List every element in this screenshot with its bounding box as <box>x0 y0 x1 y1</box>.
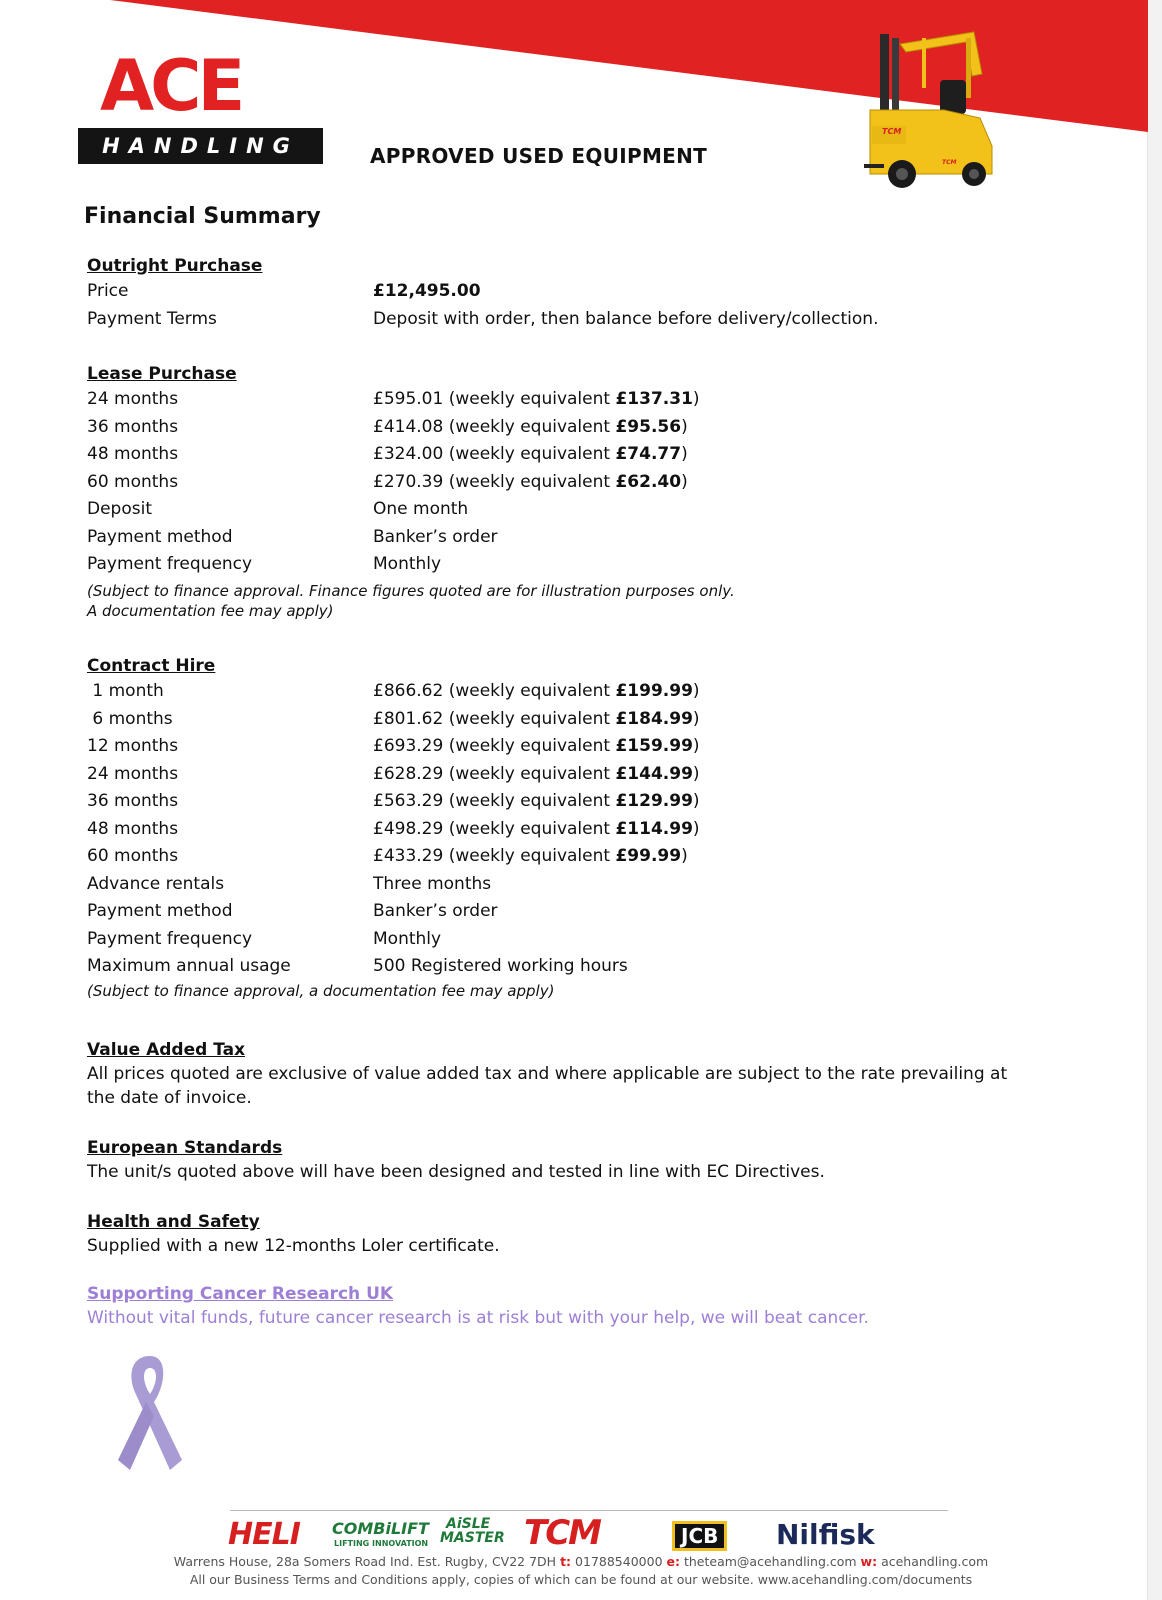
contract-term-row <box>87 678 700 706</box>
contract-term-row <box>87 816 700 844</box>
contract-term-row <box>87 733 700 761</box>
footer-divider <box>230 1510 948 1511</box>
lease-note-line-2: A documentation fee may apply) <box>87 601 334 620</box>
charity-link[interactable]: Supporting Cancer Research UK <box>87 1284 394 1304</box>
contract-detail-value: Banker’s order <box>373 901 498 921</box>
contract-term-row <box>87 843 688 871</box>
aisle-logo: AiSLE <box>446 1516 491 1532</box>
lease-term-row <box>87 414 735 442</box>
heli-logo: HELI <box>228 1517 300 1552</box>
master-logo: MASTER <box>440 1530 505 1546</box>
outright-heading: Outright Purchase <box>87 256 263 276</box>
contract-term-value: £563.29 (weekly equivalent £129.99) <box>373 791 700 811</box>
lease-detail-label: Deposit <box>87 499 152 519</box>
email-address[interactable]: theteam@acehandling.com <box>683 1554 857 1569</box>
lease-term-value: £270.39 (weekly equivalent £62.40) <box>373 471 688 492</box>
footer-contact-line <box>0 1554 1162 1570</box>
lease-note-line-1: (Subject to finance approval. Finance figures quoted are for illustration purposes only. <box>87 581 735 600</box>
lease-term-row <box>87 441 735 469</box>
contract-detail-label: Payment method <box>87 901 233 921</box>
payment-terms-label: Payment Terms <box>87 308 217 329</box>
contract-detail-value: Monthly <box>373 928 442 949</box>
web-label: w: <box>860 1554 878 1569</box>
standards-section <box>87 1136 1027 1184</box>
phone-number[interactable]: 01788540000 <box>575 1554 663 1569</box>
contract-term-label: 12 months <box>87 736 179 756</box>
logo-ace-text: ACE <box>100 45 242 127</box>
contract-detail-row <box>87 871 554 899</box>
lease-detail-row <box>87 496 735 524</box>
health-section <box>87 1210 1027 1258</box>
lease-note <box>87 581 735 621</box>
nilfisk-logo: Nilfisk <box>776 1518 875 1551</box>
company-address: Warrens House, 28a Somers Road Ind. Est. Rugby, CV22 7DH <box>173 1554 557 1569</box>
lease-detail-row <box>87 524 735 552</box>
contract-detail-label: Payment frequency <box>87 928 253 949</box>
jcb-logo: JCB <box>672 1521 727 1551</box>
logo-handling-text: HANDLING <box>78 128 323 164</box>
forklift-brand-label: TCM <box>882 127 902 136</box>
contract-term-value: £693.29 (weekly equivalent £159.99) <box>373 736 700 756</box>
price-row <box>87 278 481 306</box>
tcm-logo: TCM <box>524 1513 600 1553</box>
lease-term-row <box>87 469 735 497</box>
contract-detail-label: Advance rentals <box>87 873 225 894</box>
document-title: Financial Summary <box>84 204 321 229</box>
brand-logos <box>228 1513 958 1553</box>
lease-term-value: £595.01 (weekly equivalent £137.31) <box>373 389 700 409</box>
contract-detail-value: Three months <box>373 873 492 894</box>
lease-detail-label: Payment method <box>87 526 233 547</box>
contract-term-label: 24 months <box>87 763 179 784</box>
contract-note: (Subject to finance approval, a documentation fee may apply) <box>87 981 555 1000</box>
website[interactable]: acehandling.com <box>881 1554 989 1569</box>
outright-purchase-section <box>87 254 879 333</box>
lease-detail-row <box>87 551 735 579</box>
contract-term-label: 60 months <box>87 846 179 866</box>
contract-hire-section <box>87 654 700 1001</box>
charity-section <box>87 1282 1087 1330</box>
forklift-image <box>862 14 1012 189</box>
ace-handling-logo <box>78 45 323 164</box>
contract-term-label: 48 months <box>87 818 179 839</box>
charity-text: Without vital funds, future cancer research is at risk but with your help, we will beat cancer. <box>87 1308 869 1328</box>
contract-term-value: £433.29 (weekly equivalent £99.99) <box>373 846 688 866</box>
lease-term-value: £414.08 (weekly equivalent £95.56) <box>373 416 688 437</box>
lease-detail-value: Monthly <box>373 554 442 574</box>
lease-term-label: 60 months <box>87 471 179 492</box>
vat-section <box>87 1038 1027 1110</box>
contract-heading: Contract Hire <box>87 656 216 676</box>
standards-heading: European Standards <box>87 1138 283 1158</box>
payment-terms-value: Deposit with order, then balance before delivery/collection. <box>373 308 879 329</box>
lease-term-label: 48 months <box>87 444 179 464</box>
contract-term-row <box>87 761 700 789</box>
contract-term-value: £801.62 (weekly equivalent £184.99) <box>373 708 700 729</box>
lease-purchase-section <box>87 362 735 621</box>
combilift-tagline: LIFTING INNOVATION <box>334 1539 429 1548</box>
awareness-ribbon-icon <box>110 1350 190 1475</box>
lease-detail-value: Banker’s order <box>373 526 498 547</box>
contract-detail-row <box>87 953 628 981</box>
health-heading: Health and Safety <box>87 1212 260 1232</box>
forklift-brand-label-rear: TCM <box>942 159 957 166</box>
lease-term-label: 24 months <box>87 389 179 409</box>
lease-heading: Lease Purchase <box>87 364 237 384</box>
contract-term-row <box>87 788 700 816</box>
tagline: APPROVED USED EQUIPMENT <box>370 144 708 168</box>
combilift-logo: COMBiLIFT <box>332 1519 429 1538</box>
contract-term-value: £866.62 (weekly equivalent £199.99) <box>373 681 700 701</box>
standards-text: The unit/s quoted above will have been designed and tested in line with EC Directives. <box>87 1162 825 1182</box>
contract-detail-row <box>87 926 554 954</box>
lease-term-value: £324.00 (weekly equivalent £74.77) <box>373 444 688 464</box>
contract-term-label: 6 months <box>87 708 173 729</box>
terms-line: All our Business Terms and Conditions apply, copies of which can be found at our website. www.acehandling.com/documents <box>189 1572 973 1587</box>
contract-term-value: £628.29 (weekly equivalent £144.99) <box>373 763 700 784</box>
page-edge <box>1147 0 1162 1600</box>
email-label: e: <box>666 1554 680 1569</box>
lease-term-row <box>87 386 735 414</box>
price-label: Price <box>87 281 129 301</box>
contract-term-label: 1 month <box>87 681 164 701</box>
contract-term-row <box>87 706 700 734</box>
health-text: Supplied with a new 12-months Loler certificate. <box>87 1236 500 1256</box>
lease-term-label: 36 months <box>87 416 179 437</box>
vat-text: All prices quoted are exclusive of value added tax and where applicable are subject to the rate prevailing at the date of invoice. <box>87 1064 1008 1108</box>
lease-detail-label: Payment frequency <box>87 554 253 574</box>
contract-detail-value: 500 Registered working hours <box>373 956 628 976</box>
vat-heading: Value Added Tax <box>87 1040 246 1060</box>
phone-label: t: <box>560 1554 572 1569</box>
contract-term-label: 36 months <box>87 791 179 811</box>
contract-detail-row <box>87 898 554 926</box>
contract-detail-label: Maximum annual usage <box>87 956 291 976</box>
lease-detail-value: One month <box>373 499 469 519</box>
price-value: £12,495.00 <box>373 281 481 301</box>
payment-terms-row <box>87 306 879 334</box>
contract-term-value: £498.29 (weekly equivalent £114.99) <box>373 818 700 839</box>
